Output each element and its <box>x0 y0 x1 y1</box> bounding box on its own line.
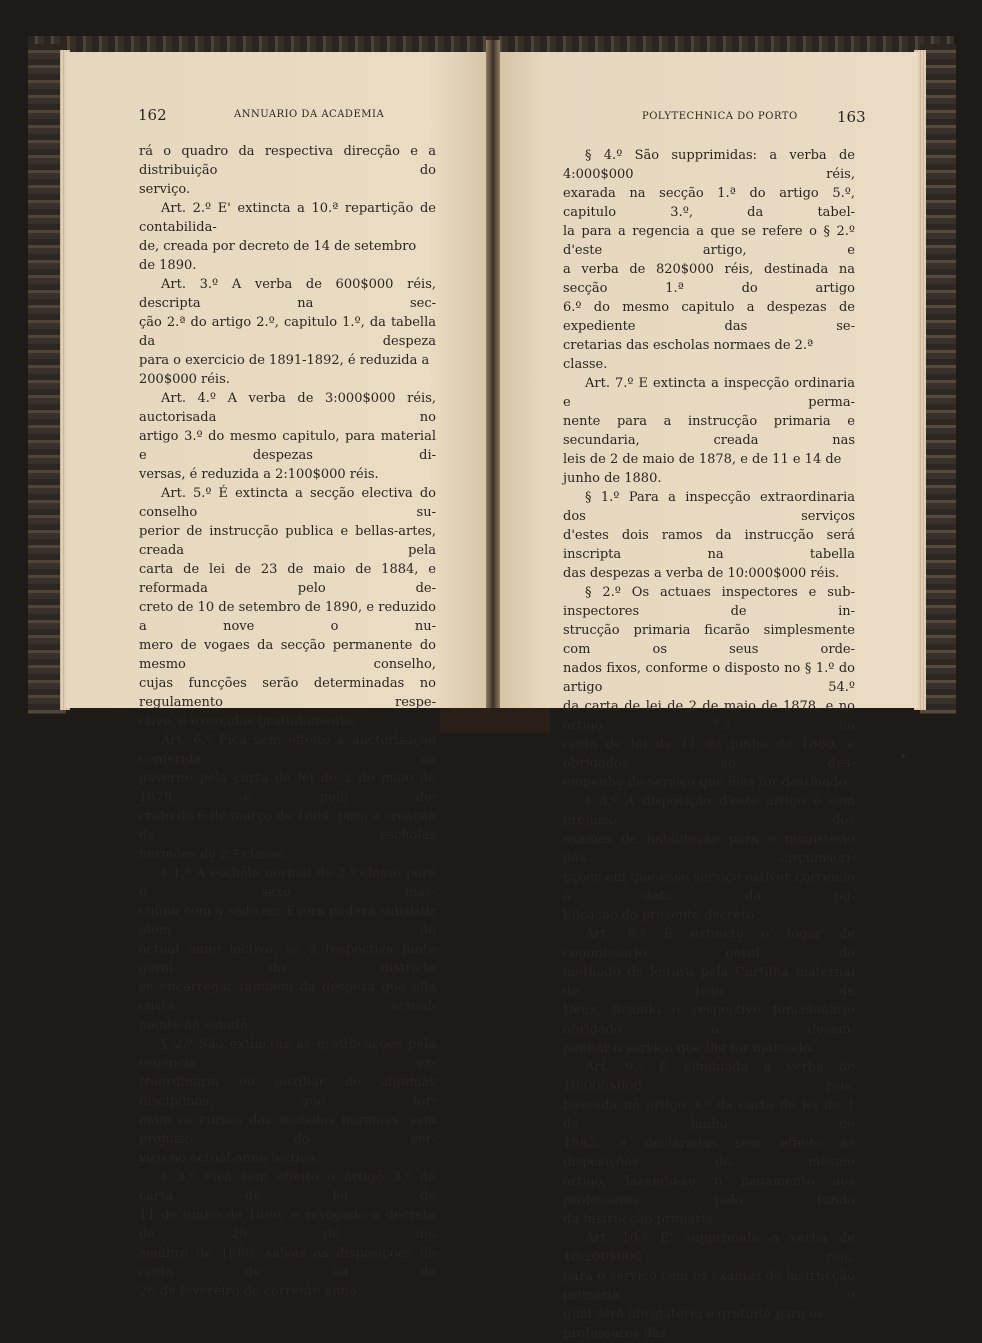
text-line: creto de 10 de setembro de 1890, e reduzido a nove o nu- <box>139 600 436 634</box>
running-head: ANNUARIO DA ACADEMIA <box>234 109 385 120</box>
text-line: penhar o serviço que lhe for marcado. <box>563 1041 815 1056</box>
text-line: § 2.º São extinctas as gratificações pela regencia ex- <box>139 1037 436 1071</box>
text-line: empenho do serviço que lhes for destinado. <box>563 775 851 790</box>
text-line: nados fixos, conforme o disposto no § 1.º do artigo 54.º <box>563 661 855 695</box>
running-head: POLYTECHNICA DO PORTO <box>642 111 798 122</box>
text-line: § 1.º A eschola normal de 2.ª classe para o sexo mas- <box>139 866 436 900</box>
left-page-text <box>139 142 436 1301</box>
text-line: Art. 5.º É extincta a secção electiva do conselho su- <box>139 486 436 520</box>
text-line: pções em que esse serviço estiver correndo á data da pu- <box>563 870 855 904</box>
text-line: normaes de 2.ª classe. <box>139 847 288 862</box>
text-line: leis de 2 de maio de 1878, e de 11 e 14 de junho de 1880. <box>563 452 842 486</box>
text-line: Art. 8.º É extincto o logar de commissario geral do <box>563 927 855 961</box>
text-line: artigo 3.º do mesmo capitulo, para material e despezas di- <box>139 429 436 463</box>
text-line: rá o quadro da respectiva direcção e a distribuição do <box>139 144 436 178</box>
text-line: Art. 10.º E' supprimida a verba de 10:200$000 réis, <box>563 1231 855 1265</box>
page-number: 163 <box>837 108 866 126</box>
book-gutter <box>486 40 500 733</box>
text-line: 26 de fevereiro do corrente anno. <box>139 1284 361 1299</box>
printers-mark <box>901 754 905 758</box>
text-line: da instrucção primaria. <box>563 1212 718 1227</box>
text-line: qual será obrigatorio e gratuito para os professores das <box>563 1307 824 1341</box>
spine-bottom <box>440 708 550 733</box>
text-line: Art. 4.º A verba de 3:000$000 réis, auctorisada no <box>139 391 436 425</box>
text-line: para o serviço com os exames de instrucção primaria, o <box>563 1269 855 1303</box>
text-line: Deus, ficando o respectivo funccionario obrigado a desem- <box>563 1003 855 1037</box>
text-line: perior de instrucção publica e bellas-artes, creada pela <box>139 524 436 558</box>
text-line: cretarias das escholas normaes de 2.ª classe. <box>563 338 814 372</box>
right-page <box>492 52 918 1341</box>
text-line: § 3.º A disposição d'este artigo é sem prejuizo dos <box>563 794 855 828</box>
left-page <box>66 52 492 1299</box>
text-line: culino com a séde em Evora poderá subsistir além do <box>139 904 436 938</box>
text-line: exarada na secção 1.ª do artigo 5.º, capitulo 3.º, da tabel- <box>563 186 855 220</box>
text-line: Art. 6.º Fica sem effeito a auctorisação conferida ao <box>139 733 436 767</box>
page-number: 162 <box>138 106 167 124</box>
text-line: § 1.º Para a inspecção extraordinaria dos serviços <box>563 490 855 524</box>
text-line: nente para a instrucção primaria e secundaria, creada nas <box>563 414 855 448</box>
text-line: serviço. <box>139 182 191 197</box>
text-line: artigo, fazendo-se o pagamento aos professores pelo fundo <box>563 1174 855 1208</box>
text-line: methodo de leitura pela Cartilha maternal de João de <box>563 965 855 999</box>
text-line: actual anno lectivo, se a respectiva junta geral do districto <box>139 942 436 976</box>
text-line: carta de lei de 23 de maio de 1884, e reformada pelo de- <box>139 562 436 596</box>
right-page-text <box>563 146 855 1343</box>
text-line: zembro de 1886, salvas as disposições da carta de lei de <box>139 1246 436 1280</box>
left-page-header <box>66 106 492 126</box>
text-line: 6.º do mesmo capitulo a despezas de expediente das se- <box>563 300 855 334</box>
text-line: Art. 3.º A verba de 600$000 réis, descripta na sec- <box>139 277 436 311</box>
text-line: se encarregar tambem da despeza que ella custa actual- <box>139 980 436 1014</box>
text-line: 11 de junho de 1880, e revogado o decreto de 29 de de- <box>139 1208 436 1242</box>
text-line: ção 2.ª do artigo 2.º, capitulo 1.º, da tabella da despeza <box>139 315 436 349</box>
right-page-header <box>492 106 918 126</box>
text-line: a verba de 820$000 réis, destinada na secção 1.ª do artigo <box>563 262 855 296</box>
text-line: ctivo, e exercidas gratuitamente. <box>139 714 357 729</box>
text-line: la para a regencia a que se refere o § 2.º d'este artigo, e <box>563 224 855 258</box>
text-line: Art. 7.º E extincta a inspecção ordinaria e perma- <box>563 376 855 410</box>
text-line: mam os cursos das escholas normaes, sem prejuizo do ser- <box>139 1113 436 1147</box>
text-line: mero de vogaes da secção permanente do mesmo conselho, <box>139 638 436 672</box>
text-line: mente ao estado. <box>139 1018 252 1033</box>
text-line: strucção primaria ficarão simplesmente com os seus orde- <box>563 623 855 657</box>
text-line: cujas funcções serão determinadas no regulamento respe- <box>139 676 436 710</box>
text-line: Art. 2.º E' extincta a 10.ª repartição de contabilida- <box>139 201 436 235</box>
text-line: versas, é reduzida a 2:100$000 réis. <box>139 467 379 482</box>
text-line: carta de lei de 11 de junho de 1880, e obrigados ao des- <box>563 737 855 771</box>
text-line: Art. 9.º É eliminada a verba de 10:000$000 réis, <box>563 1060 855 1094</box>
text-line: governo pela carta de lei de 2 de maio de 1878, e pelo de- <box>139 771 436 805</box>
text-line: § 4.º São supprimidas: a verba de 4:000$000 réis, <box>563 148 855 182</box>
text-line: creto de 6 de março de 1884, para a creação de escholas <box>139 809 436 843</box>
text-line: 1882, e declaradas sem effeito as disposições do mesmo <box>563 1136 855 1170</box>
text-line: d'estes dois ramos da instrucção será inscripta na tabella <box>563 528 855 562</box>
text-line: da carta de lei de 2 de maio de 1878, e no artigo 7.º da <box>563 699 855 733</box>
text-line: traordinaria ou auxiliar de algumas disciplinas, que for- <box>139 1075 436 1109</box>
text-line: viço no actual anno lectivo. <box>139 1151 319 1166</box>
text-line: das despezas a verba de 10:000$000 réis. <box>563 566 840 581</box>
text-line: blicação do presente decreto. <box>563 908 759 923</box>
text-line: para o exercicio de 1891-1892, é reduzida a 200$000 réis. <box>139 353 430 387</box>
text-line: baseada no artigo 3.º da carta de lei de 1 de junho de <box>563 1098 855 1132</box>
text-line: § 2.º Os actuaes inspectores e sub-inspectores de in- <box>563 585 855 619</box>
text-line: exames de habilitação para o magisterio nas circumscri- <box>563 832 855 866</box>
text-line: de, creada por decreto de 14 de setembro de 1890. <box>139 239 417 273</box>
text-line: § 3.º Fica sem effeito o artigo 3.º da carta de lei de <box>139 1170 436 1204</box>
